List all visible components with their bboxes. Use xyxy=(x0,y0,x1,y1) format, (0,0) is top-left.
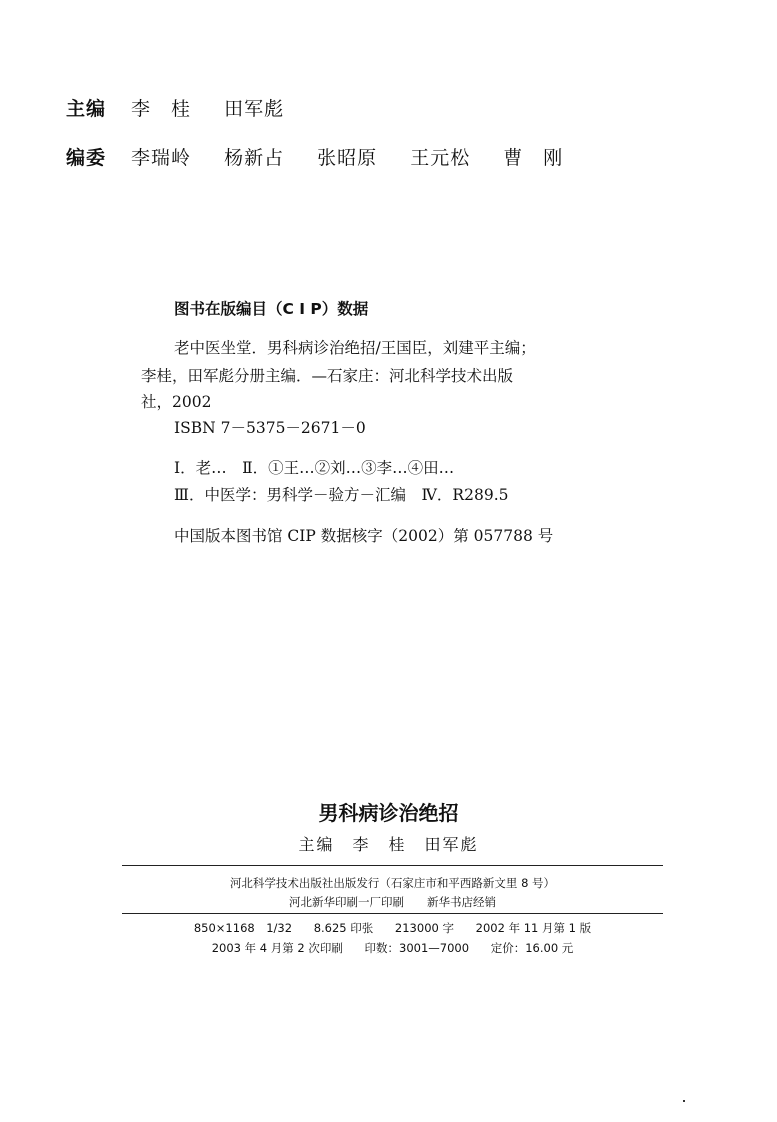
printed-sheets: 8.625 印张 xyxy=(313,921,374,935)
cip-record-line: 老中医坐堂．男科病诊治绝招/王国臣，刘建平主编； xyxy=(174,339,536,357)
printer-line: 河北新华印刷一厂印刷 新华书店经销 xyxy=(289,895,496,909)
chief-editor-name: 田军彪 xyxy=(224,98,285,120)
edition: 2002 年 11 月第 1 版 xyxy=(475,921,592,935)
word-count: 213000 字 xyxy=(394,921,454,935)
committee-member-name: 李瑞岭 xyxy=(131,147,192,169)
print-run: 印数：3001—7000 xyxy=(364,941,470,955)
chief-editor-label: 主编 xyxy=(66,98,107,120)
publisher-line: 河北科学技术出版社出版发行（石家庄市和平西路新文里 8 号） xyxy=(229,876,556,890)
committee-member-name: 曹 刚 xyxy=(503,147,564,169)
committee-member-name: 王元松 xyxy=(410,147,471,169)
colophon-editors: 主编 李 桂 田军彪 xyxy=(298,835,479,854)
price: 定价：16.00 元 xyxy=(490,941,574,955)
committee-row xyxy=(66,143,589,170)
isbn: ISBN 7－5375－2671－0 xyxy=(174,419,366,437)
chief-editor-name: 李 桂 xyxy=(131,98,192,120)
colophon-divider xyxy=(122,913,663,914)
printing-line xyxy=(122,940,663,956)
printing: 2003 年 4 月第 2 次印刷 xyxy=(211,941,343,955)
colophon-divider xyxy=(122,865,663,866)
cip-heading: 图书在版编目（C I P）数据 xyxy=(174,300,369,318)
scan-speck xyxy=(683,1100,685,1102)
format: 850×1168 1/32 xyxy=(193,921,293,935)
specs-line xyxy=(122,920,663,936)
library-cip-note: 中国版本图书馆 CIP 数据核字（2002）第 057788 号 xyxy=(174,527,554,545)
committee-member-name: 张昭原 xyxy=(317,147,378,169)
committee-label: 编委 xyxy=(66,147,107,169)
cip-record-line: 李桂，田军彪分册主编．—石家庄：河北科学技术出版 xyxy=(141,367,514,385)
committee-member-name: 杨新占 xyxy=(224,147,285,169)
chief-editors-row xyxy=(66,94,310,121)
cip-record-line: 社，2002 xyxy=(141,393,212,411)
classification-line: Ⅰ．老… Ⅱ．①王…②刘…③李…④田… xyxy=(174,459,455,477)
classification-line: Ⅲ．中医学：男科学－验方－汇编 Ⅳ．R289.5 xyxy=(174,486,509,504)
colophon-title: 男科病诊治绝招 xyxy=(318,801,459,825)
